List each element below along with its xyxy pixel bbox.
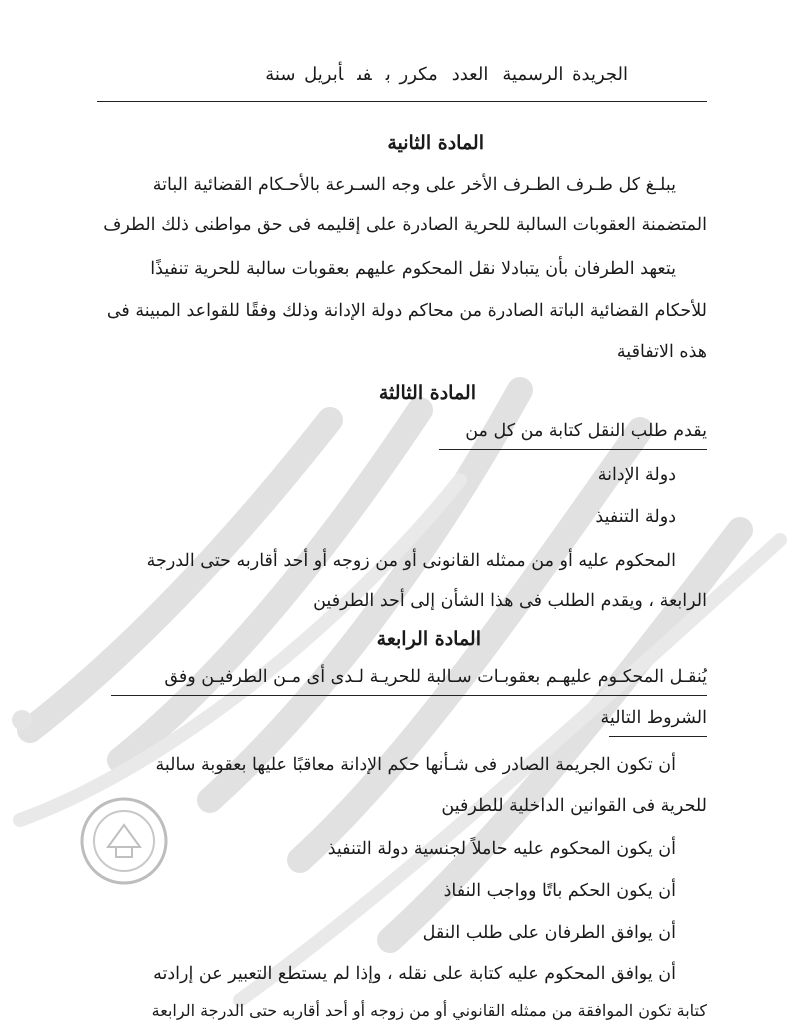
article-3-title: المادة الثالثة xyxy=(378,382,476,404)
gazette-name: الجريدة الرسمية xyxy=(502,64,628,85)
article-2-line-5: هذه الاتفاقية xyxy=(616,342,707,362)
article-4-line-3: أن يكون المحكوم عليه حاملاً لجنسية دولة التنفيذ xyxy=(327,839,676,859)
article-3-intro: يقدم طلب النقل كتابة من كل من xyxy=(439,423,707,450)
article-4-line-7: كتابة تكون الموافقة من ممثله القانوني أو من زوجه أو أحد أقاربه حتى الدرجة الرابعة xyxy=(151,1001,707,1020)
article-3-item-1: دولة الإدانة xyxy=(597,465,676,485)
article-2-line-1: يبلـغ كل طـرف الطـرف الأخر على وجه السـرعة بالأحـكام القضائية الباتة xyxy=(152,175,676,195)
article-4-intro-line-1: يُنقـل المحكـوم عليهـم بعقوبـات سـالبة للحريـة لـدى أى مـن الطرفيـن وفق xyxy=(111,669,707,696)
header-divider xyxy=(97,101,707,102)
article-4-line-4: أن يكون الحكم باتًا وواجب النفاذ xyxy=(443,881,676,901)
article-2-line-4: للأحكام القضائية الباتة الصادرة من محاكم دولة الإدانة وذلك وفقًا للقواعد المبينة فى xyxy=(106,301,707,321)
article-2-line-3: يتعهد الطرفان بأن يتبادلا نقل المحكوم عليهم بعقوبات سالبة للحرية تنفيذًا xyxy=(150,259,676,279)
article-4-line-2: للحرية فى القوانين الداخلية للطرفين xyxy=(441,796,707,816)
article-3-line-2: الرابعة ، ويقدم الطلب فى هذا الشأن إلى أحد الطرفين xyxy=(313,591,707,611)
article-2-title: المادة الثانية xyxy=(387,132,484,154)
issue-label: العدد xyxy=(451,64,489,85)
article-4-line-5: أن يوافق الطرفان على طلب النقل xyxy=(422,923,676,943)
article-4-title: المادة الرابعة xyxy=(376,628,481,650)
article-2-line-2: المتضمنة العقوبات السالبة للحرية الصادرة على إقليمه فى حق مواطنى ذلك الطرف xyxy=(103,215,707,235)
repeated-label: مكرر ب xyxy=(385,64,438,85)
date-label: أبريل سنة xyxy=(265,64,344,85)
article-3-item-2: دولة التنفيذ xyxy=(595,507,676,527)
article-4-intro-line-2: الشروط التالية xyxy=(609,710,707,737)
ministry-seal-icon xyxy=(78,795,170,887)
gazette-header xyxy=(251,64,628,85)
article-3-line-1: المحكوم عليه أو من ممثله القانونى أو من زوجه أو أحد أقاربه حتى الدرجة xyxy=(146,551,676,571)
in-label: فى xyxy=(357,64,372,85)
article-4-line-1: أن تكون الجريمة الصادر فى شـأنها حكم الإدانة معاقبًا عليها بعقوبة سالبة xyxy=(155,755,676,775)
watermark xyxy=(0,300,804,1024)
article-4-line-6: أن يوافق المحكوم عليه كتابة على نقله ، وإذا لم يستطع التعبير عن إرادته xyxy=(153,964,676,984)
